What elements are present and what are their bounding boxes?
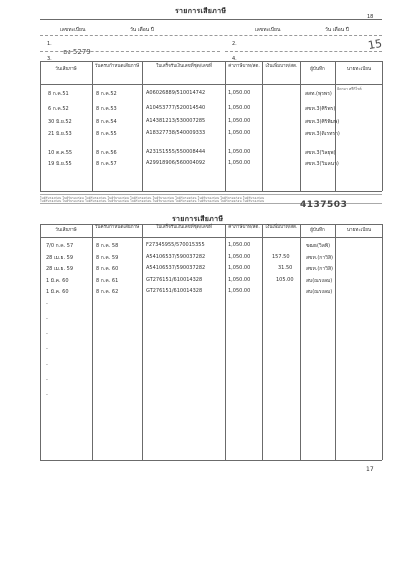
table1-vline [262,61,263,191]
t2-due: 8 ก.ค. 61 [96,278,119,284]
stamp-band: ใบผู้รับรองก่อน ใบผู้รับรองก่อน ใบผู้รับรองก่อน ใบผู้รับรองก่อน ใบผู้รับรองก่อน ใบผู้รับรองก่อน ใบผู้รับรองก่อน ใบผู้รับรองก่อน ใบผู้รับรองก่อน ใบผู้รับรองก่อน [40,199,265,202]
t1-paid: 30 มิ.ย.52 [48,119,72,125]
slot-3: 3. [47,56,52,62]
t1-paid: 19 มิ.ย.55 [48,161,72,167]
t1-receipt: A18327738/540009333 [146,130,206,136]
table1-vline [142,61,143,191]
t2-extra: 31.50 [278,265,293,271]
col-header-paid: วันเสียภาษี [55,228,77,233]
empty-row-mark: ″ [46,379,48,385]
t2-due: 8 ก.ค. 58 [96,243,119,249]
t1-recorder: สขท.3(ศิริพิมพ) [305,119,340,125]
empty-row-mark: ″ [46,303,48,309]
t2-recorder: สบ(ณรงลม) [306,289,333,295]
t2-due: 8 ก.ค. 62 [96,289,119,295]
col-header-extra: เงินเพิ่มบาท/สต. [265,64,298,69]
date-label-left: วัน เดือน ปี [130,27,154,33]
table1-vline [335,61,336,191]
t2-recorder: สขท.(กาวิสิ) [306,255,333,261]
slot-4: 4. [232,56,237,62]
t2-receipt: GT276151/610014328 [146,277,203,283]
t1-tax: 1,050.00 [228,130,251,136]
top-rule [40,19,382,20]
t2-paid: 1 มิ.ค. 60 [46,289,69,295]
slot-1: 1. [47,41,52,47]
table2-vline [335,224,336,460]
t1-tax: 1,050.00 [228,90,251,96]
slot-2: 2. [232,41,237,47]
t2-receipt: F27345955/570015355 [146,242,205,248]
col-header-tax: ค่าภาษีบาท/สต. [228,225,260,230]
col-header-due: วันครบกำหนดเสียภาษี [94,64,140,69]
table2-vline [382,224,383,460]
t1-recorder: สขท.3(วิลยุพ) [305,150,336,156]
t2-recorder: สขท.(กาวิสิ) [306,266,333,272]
t1-paid: 10 ต.ค.55 [48,150,73,156]
t2-tax: 1,050.00 [228,265,251,271]
date-label-right: วัน เดือน ปี [325,27,349,33]
slot-line-1 [40,51,220,52]
registrar-signature-note: ธิดามา ศรีกิไรต์ [337,87,362,91]
table1-vline [92,61,93,191]
t2-due: 8 ก.ค. 59 [96,255,119,261]
t2-recorder: สบ(ณรงลม) [306,278,333,284]
table1-vline [382,61,383,191]
plate-handwritten: ธง 5279 [63,48,91,56]
col-header-tax: ค่าภาษีบาท/สต. [228,64,260,69]
t1-tax: 1,050.00 [228,160,251,166]
table1-vline [40,61,41,191]
t1-receipt: A29918906/560004092 [146,160,206,166]
t1-tax: 1,050.00 [228,118,251,124]
t2-tax: 1,050.00 [228,288,251,294]
t1-due: 8 ก.ค.57 [96,161,117,167]
t2-tax: 1,050.00 [228,242,251,248]
t2-due: 8 ก.ค. 60 [96,266,119,272]
t2-paid: 7/0 ก.ค. 57 [46,243,74,249]
empty-row-mark: ″ [46,318,48,324]
t2-extra: 157.50 [272,254,290,260]
col-header-recorder: ผู้บันทึก [310,67,325,72]
t1-recorder: สขท.3(วิมลนา) [305,161,339,167]
col-header-receipt: ใบเสร็จรับเงินเลขที่ชุด/เลขที่ [156,225,212,230]
table2-vline [92,224,93,460]
col-header-paid: วันเสียภาษี [55,67,77,72]
empty-row-mark: ″ [46,333,48,339]
col-header-registrar: นายทะเบียน [346,67,372,72]
table2-vline [300,224,301,460]
stamp-band: ใบผู้รับรองก่อน ใบผู้รับรองก่อน ใบผู้รับรองก่อน ใบผู้รับรองก่อน ใบผู้รับรองก่อน ใบผู้รับรองก่อน ใบผู้รับรองก่อน ใบผู้รับรองก่อน ใบผู้รับรองก่อน ใบผู้รับรองก่อน [40,196,265,199]
table2-vline [225,224,226,460]
band-rule-top [40,194,382,195]
t1-due: 8 ก.ค.56 [96,150,117,156]
t1-receipt: A14381213/530007285 [146,118,206,124]
table2-bottom-border [40,460,382,461]
reg-label-right: เลขทะเบียน [255,27,281,33]
table1-vline [300,61,301,191]
header-divider [40,35,382,36]
t2-extra: 105.00 [276,277,294,283]
page-number: 18 [367,14,374,20]
table2-vline [40,224,41,460]
t1-recorder: สสท.(พุรพร) [305,91,332,97]
serial-number: 4137503 [300,200,348,210]
col-header-extra: เงินเพิ่มบาท/สต. [265,225,298,230]
t1-tax: 1,050.00 [228,149,251,155]
empty-row-mark: ″ [46,348,48,354]
t1-due: 8 ก.ค.55 [96,131,117,137]
t2-receipt: GT276151/610014328 [146,288,203,294]
t1-receipt: A10453777/520014540 [146,105,206,111]
margin-handwritten-number: 15 [366,36,384,53]
table2-vline [262,224,263,460]
t1-paid: 6 ก.ค.52 [48,106,69,112]
table1-bottom-border [40,191,382,192]
t1-paid: 21 มิ.ย.53 [48,131,72,137]
col-header-registrar: นายทะเบียน [346,228,372,233]
t2-recorder: ขฒธ(วิลพิ) [306,243,331,249]
t1-paid: 8 ก.ค.51 [48,91,69,97]
col-header-receipt: ใบเสร็จรับเงินเลขที่ชุด/เลขที่ [156,64,212,69]
reg-label-left: เลขทะเบียน [60,27,86,33]
section-title-1: รายการเสียภาษี [175,7,227,15]
col-header-recorder: ผู้บันทึก [310,228,325,233]
t2-tax: 1,050.00 [228,277,251,283]
table2-vline [142,224,143,460]
t1-receipt: A23151555/550008444 [146,149,206,155]
empty-row-mark: ″ [46,364,48,370]
t2-receipt: A54106537/590037282 [146,265,206,271]
t1-recorder: สขท.3(ศิริพร) [305,106,336,112]
t1-due: 8 ก.ค.52 [96,91,117,97]
t2-receipt: A54106537/590037282 [146,254,206,260]
empty-row-mark: ″ [46,394,48,400]
table1-vline [225,61,226,191]
slot-line-2 [225,51,382,52]
col-header-due: วันครบกำหนดเสียภาษี [94,225,140,230]
t1-tax: 1,050.00 [228,105,251,111]
t1-due: 8 ก.ค.53 [96,106,117,112]
t1-recorder: สขท.3(ดิเรทรา) [305,131,340,137]
t2-tax: 1,050.00 [228,254,251,260]
section-title-2: รายการเสียภาษี [172,215,224,223]
t1-receipt: A06026889/510014742 [146,90,206,96]
t2-paid: 1 มิ.ค. 60 [46,278,69,284]
t1-due: 8 ก.ค.54 [96,119,117,125]
t2-paid: 28 เม.ย. 59 [46,266,74,272]
footer-number: 17 [366,466,374,473]
t2-paid: 28 เม.ย. 59 [46,255,74,261]
